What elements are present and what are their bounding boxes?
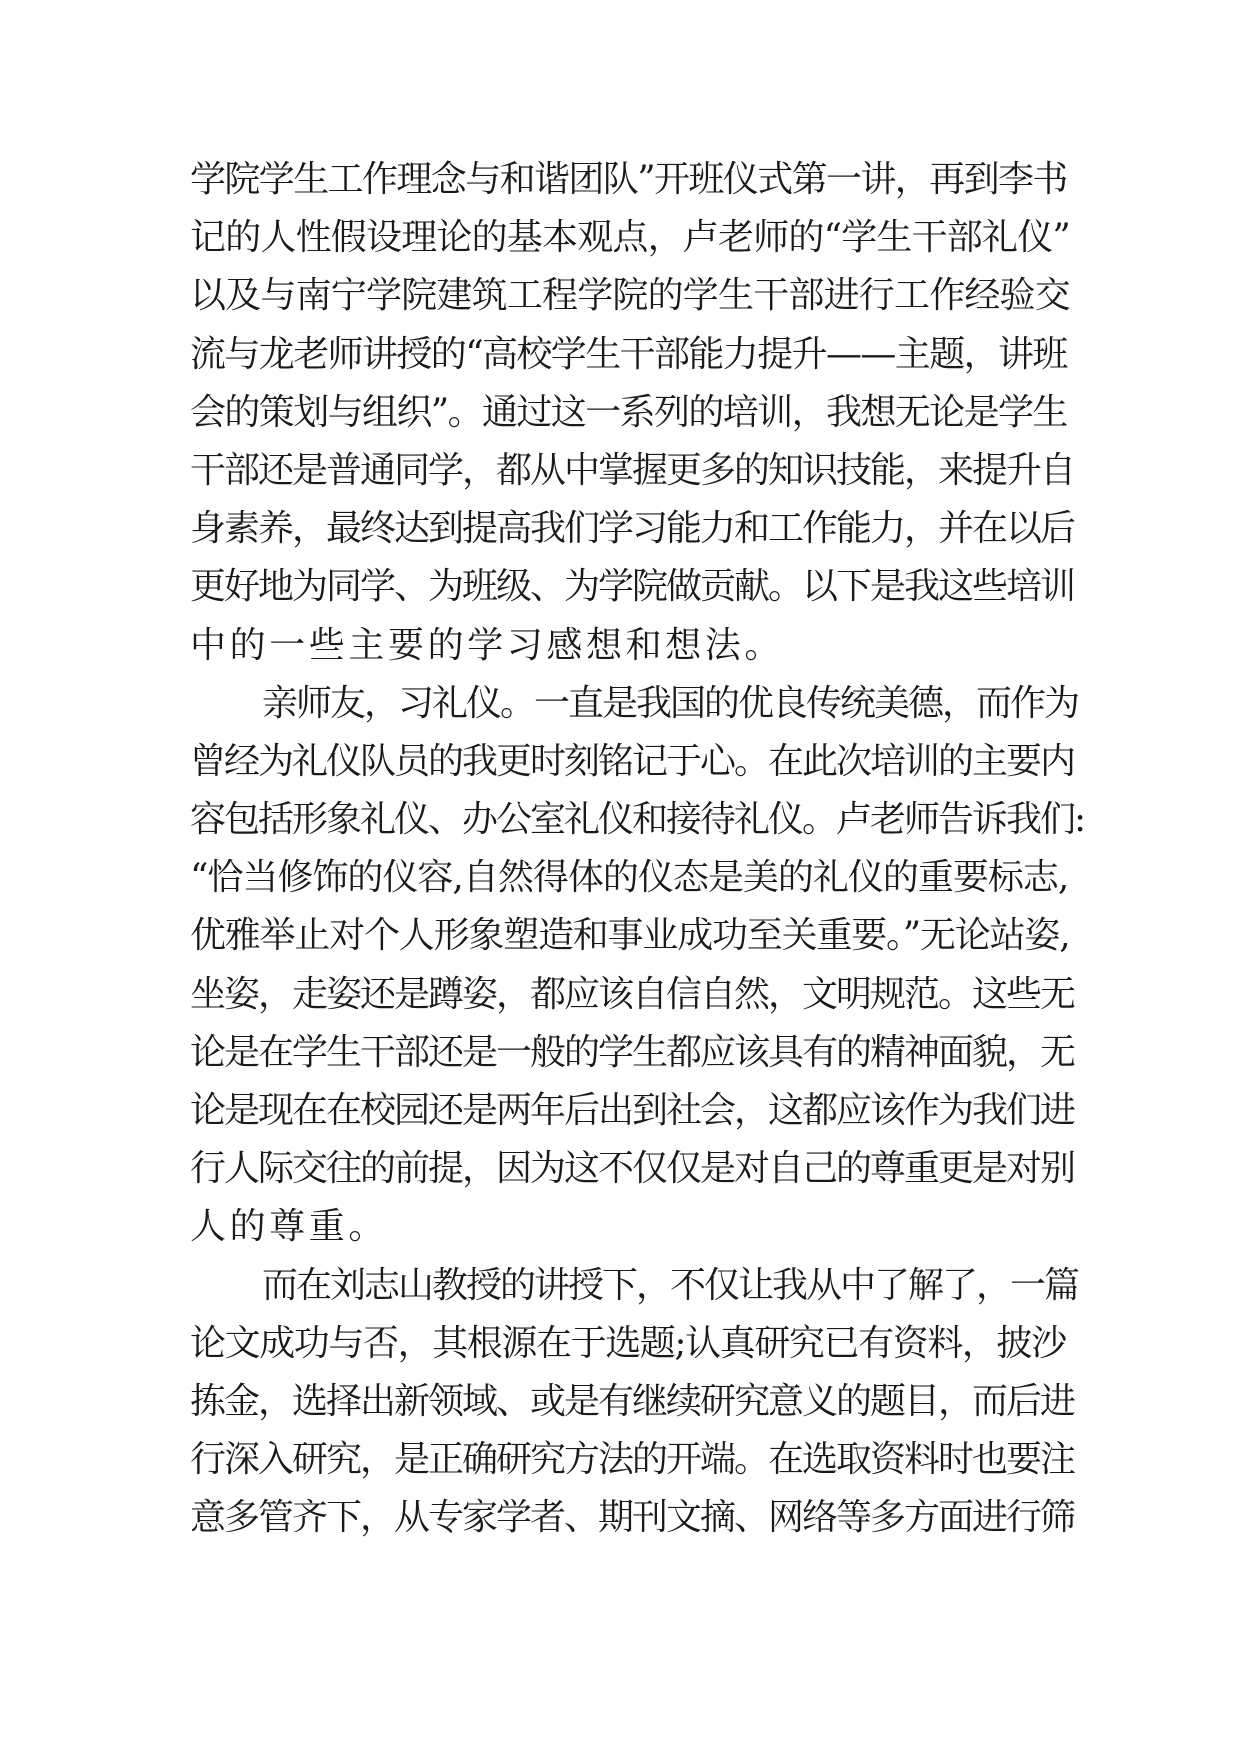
text-line: 论文成功与否，其根源在于选题;认真研究已有资料，披沙 [190, 1322, 1066, 1364]
text-line: 干部还是普通同学，都从中掌握更多的知识技能，来提升自 [190, 449, 1075, 491]
text-line: 会的策划与组织”。通过这一系列的培训，我想无论是学生 [190, 391, 1067, 433]
text-line: 行人际交往的前提，因为这不仅仅是对自己的尊重更是对别 [190, 1148, 1075, 1190]
text-line: 流与龙老师讲授的“高校学生干部能力提升——主题，讲班 [190, 333, 1067, 375]
text-line: 论是现在在校园还是两年后出到社会，这都应该作为我们进 [190, 1090, 1075, 1131]
text-line: 学院学生工作理念与和谐团队”开班仪式第一讲，再到李书 [190, 159, 1067, 200]
text-line: 意多管齐下，从专家学者、期刊文摘、网络等多方面进行筛 [190, 1497, 1075, 1539]
paragraph-3 [190, 1257, 1079, 1548]
text-line: 记的人性假设理论的基本观点，卢老师的“学生干部礼仪” [190, 217, 1071, 259]
paragraph-1 [190, 151, 1075, 675]
text-line: 而在刘志山教授的讲授下，不仅让我从中了解了，一篇 [262, 1264, 1079, 1306]
text-line: 人的尊重。 [190, 1206, 389, 1248]
text-line: 中的一些主要的学习感想和想法。 [190, 624, 785, 666]
text-line: 容包括形象礼仪、办公室礼仪和接待礼仪。卢老师告诉我们: [190, 799, 1085, 841]
document-body [190, 151, 1085, 1548]
text-line: 身素养，最终达到提高我们学习能力和工作能力，并在以后 [190, 508, 1075, 550]
text-line: 更好地为同学、为班级、为学院做贡献。以下是我这些培训 [190, 566, 1075, 608]
text-line: 拣金，选择出新领域、或是有继续研究意义的题目，而后进 [190, 1380, 1075, 1422]
paragraph-2 [190, 675, 1085, 1257]
text-line: 论是在学生干部还是一般的学生都应该具有的精神面貌，无 [190, 1031, 1075, 1073]
text-line: 行深入研究，是正确研究方法的开端。在选取资料时也要注 [190, 1439, 1075, 1481]
text-line: 曾经为礼仪队员的我更时刻铭记于心。在此次培训的主要内 [190, 740, 1075, 782]
text-line: 优雅举止对个人形象塑造和事业成功至关重要。”无论站姿, [190, 915, 1070, 957]
text-line: 亲师友，习礼仪。一直是我国的优良传统美德，而作为 [262, 682, 1079, 724]
text-line: 以及与南宁学院建筑工程学院的学生干部进行工作经验交 [190, 275, 1071, 317]
text-line: “恰当修饰的仪容,自然得体的仪态是美的礼仪的重要标志, [190, 857, 1069, 899]
text-line: 坐姿，走姿还是蹲姿，都应该自信自然，文明规范。这些无 [190, 973, 1075, 1015]
